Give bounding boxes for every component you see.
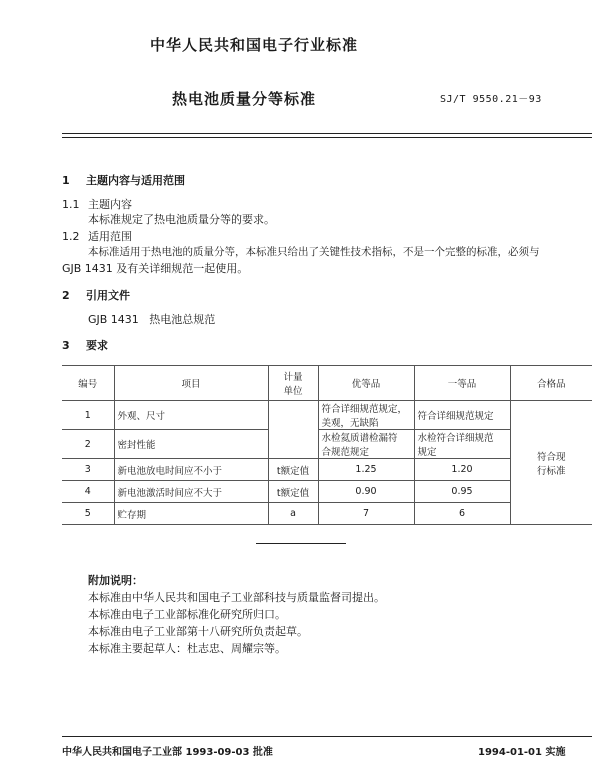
row-excellent: 0.90: [318, 481, 414, 503]
row-no: 4: [62, 481, 114, 503]
row-excellent: 符合详细规范规定， 美观，无缺陷: [318, 401, 414, 430]
header-rule-top: [62, 133, 592, 134]
row-first: 符合详细规范规定: [414, 401, 510, 430]
row-excellent: 7: [318, 503, 414, 525]
table-row: [62, 401, 592, 430]
appendix-line: 本标准由电子工业部第十八研究所负责起草。: [88, 625, 308, 638]
section-3-heading: 3 要求: [62, 339, 108, 352]
row-first: 0.95: [414, 481, 510, 503]
requirements-table: [62, 365, 592, 525]
section-1-heading: 1 主题内容与适用范围: [62, 174, 185, 187]
footer-implementation: 1994-01-01 实施: [478, 747, 566, 758]
row-no: 5: [62, 503, 114, 525]
header-excellent: 优等品: [318, 366, 414, 401]
row-unit: t额定值: [268, 459, 318, 481]
row-item: 新电池放电时间应不小于: [114, 459, 268, 481]
row-item: 外观、尺寸: [114, 401, 268, 430]
header-rule-bottom: [62, 137, 592, 138]
section-1-1-text: 本标准规定了热电池质量分等的要求。: [88, 213, 275, 226]
header-no: 编号: [62, 366, 114, 401]
appendix-line: 本标准主要起草人：杜志忠、周耀宗等。: [88, 642, 286, 655]
appendix-line: 本标准由电子工业部标准化研究所归口。: [88, 608, 286, 621]
row-excellent: 1.25: [318, 459, 414, 481]
row-unit: t额定值: [268, 481, 318, 503]
row-first: 1.20: [414, 459, 510, 481]
row-no: 3: [62, 459, 114, 481]
header-item: 项目: [114, 366, 268, 401]
row-item: 密封性能: [114, 430, 268, 459]
standard-number: SJ/T 9550.21－93: [440, 94, 542, 105]
row-first: 6: [414, 503, 510, 525]
section-1-2-text-line1: 本标准适用于热电池的质量分等，本标准只给出了关键性技术指标，不是一个完整的标准，必须与: [88, 246, 540, 258]
header-first: 一等品: [414, 366, 510, 401]
header-unit: 计量 单位: [268, 366, 318, 401]
footer-rule: [62, 736, 592, 737]
section-2-heading: 2 引用文件: [62, 289, 130, 302]
row-unit-empty: [268, 401, 318, 459]
header-org-standard: 中华人民共和国电子行业标准: [150, 36, 359, 54]
row-excellent: 水检氦质谱检漏符 合规范规定: [318, 430, 414, 459]
table-header-row: [62, 366, 592, 401]
section-1-2-text-line2: GJB 1431 及有关详细规范一起使用。: [62, 262, 249, 275]
document-title: 热电池质量分等标准: [172, 90, 317, 108]
section-2-reference: GJB 1431 热电池总规范: [88, 313, 216, 326]
section-1-1-heading: 1.1 主题内容: [62, 198, 132, 211]
header-qualified: 合格品: [510, 366, 592, 401]
footer-approval: 中华人民共和国电子工业部 1993-09-03 批准: [62, 747, 273, 758]
row-item: 贮存期: [114, 503, 268, 525]
qualified-merged-cell: 符合现 行标准: [510, 401, 592, 525]
section-1-2-heading: 1.2 适用范围: [62, 230, 132, 243]
row-unit: a: [268, 503, 318, 525]
appendix-line: 本标准由中华人民共和国电子工业部科技与质量监督司提出。: [88, 591, 385, 604]
appendix-heading: 附加说明：: [88, 574, 143, 587]
row-item: 新电池激活时间应不大于: [114, 481, 268, 503]
row-first: 水检符合详细规范 规定: [414, 430, 510, 459]
row-no: 1: [62, 401, 114, 430]
end-of-text-rule: [256, 543, 346, 544]
row-no: 2: [62, 430, 114, 459]
